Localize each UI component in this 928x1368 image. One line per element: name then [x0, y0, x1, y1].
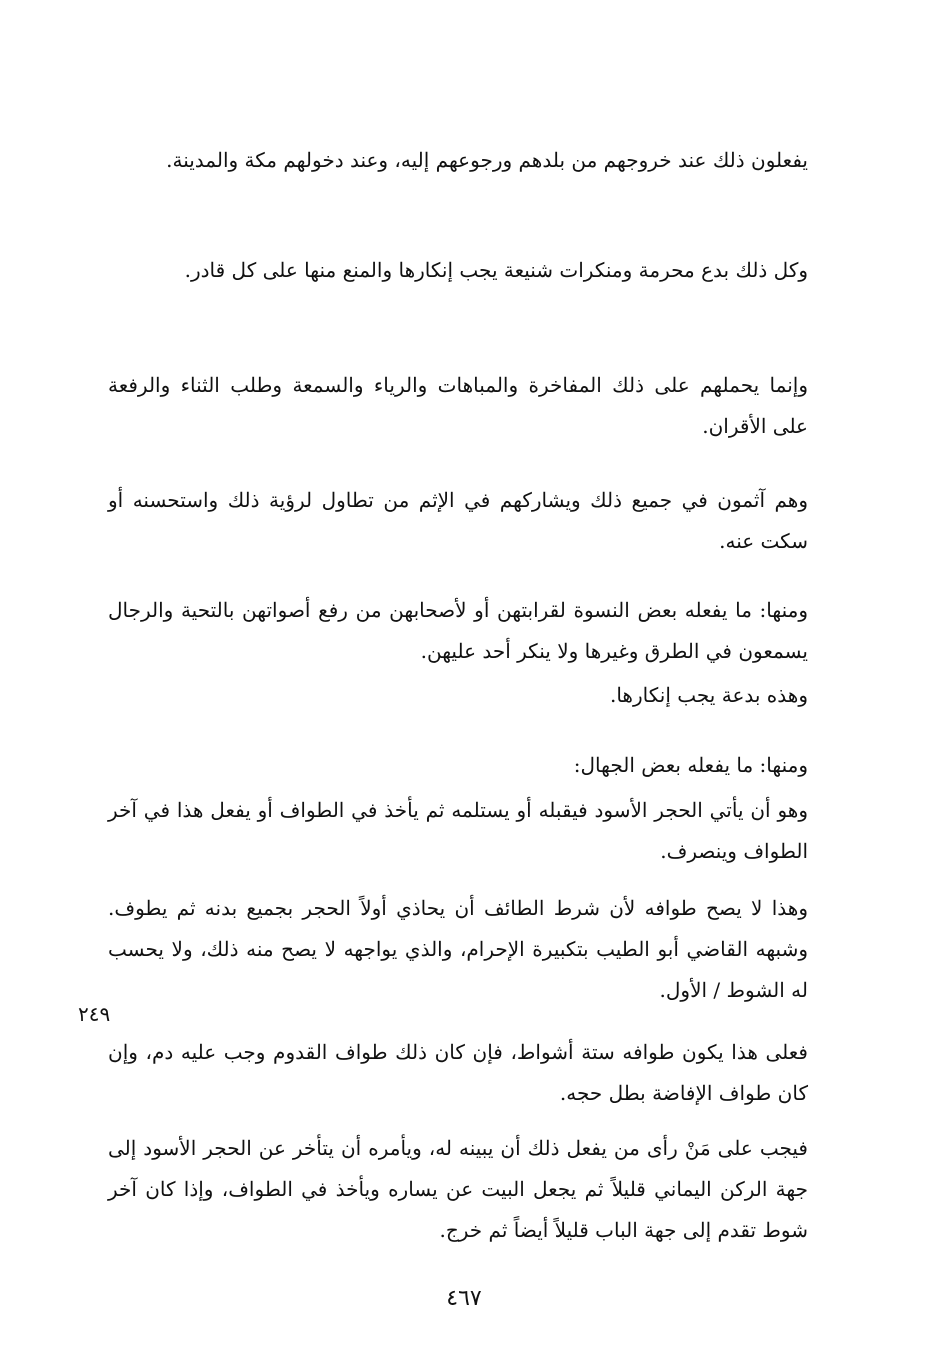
page-number: ٤٦٧: [446, 1286, 482, 1311]
paragraph: ومنها: ما يفعله بعض النسوة لقرابتهن أو لأصحابهن من رفع أصواتهن بالتحية والرجال يسمعون في الطرق وغيرها ولا ينكر أحد عليهن.: [108, 598, 808, 663]
margin-page-reference: ٢٤٩: [78, 1002, 111, 1026]
paragraph: يفعلون ذلك عند خروجهم من بلدهم ورجوعهم إليه، وعند دخولهم مكة والمدينة.: [166, 148, 808, 172]
paragraph: فيجب على مَنْ رأى من يفعل ذلك أن يبينه له، ويأمره أن يتأخر عن الحجر الأسود إلى جهة الركن اليماني قليلاً ثم يجعل البيت عن يساره ويأخذ في الطواف، وإذا كان آخر شوط تقدم إلى جهة الباب قليلاً أيضاً ثم خرج.: [108, 1136, 808, 1242]
paragraph: فعلى هذا يكون طوافه ستة أشواط، فإن كان ذلك طواف القدوم وجب عليه دم، وإن كان طواف الإفاضة بطل حجه.: [108, 1040, 808, 1105]
paragraph: وإنما يحملهم على ذلك المفاخرة والمباهات والرياء والسمعة وطلب الثناء والرفعة على الأقران.: [108, 373, 808, 438]
paragraph: وهو أن يأتي الحجر الأسود فيقبله أو يستلمه ثم يأخذ في الطواف أو يفعل هذا في آخر الطواف وينصرف.: [108, 798, 808, 863]
paragraph: وكل ذلك بدع محرمة ومنكرات شنيعة يجب إنكارها والمنع منها على كل قادر.: [184, 258, 808, 282]
paragraph: وهذه بدعة يجب إنكارها.: [609, 683, 808, 707]
paragraph: ومنها: ما يفعله بعض الجهال:: [573, 753, 808, 777]
paragraph: وهذا لا يصح طوافه لأن شرط الطائف أن يحاذي أولاً الحجر بجميع بدنه ثم يطوف. وشبهه القاضي أبو الطيب بتكبيرة الإحرام، والذي يواجهه لا يصح منه ذلك، ولا يحسب له الشوط / الأول.: [108, 896, 808, 1002]
paragraph: وهم آثمون في جميع ذلك ويشاركهم في الإثم من تطاول لرؤية ذلك واستحسنه أو سكت عنه.: [108, 488, 808, 553]
